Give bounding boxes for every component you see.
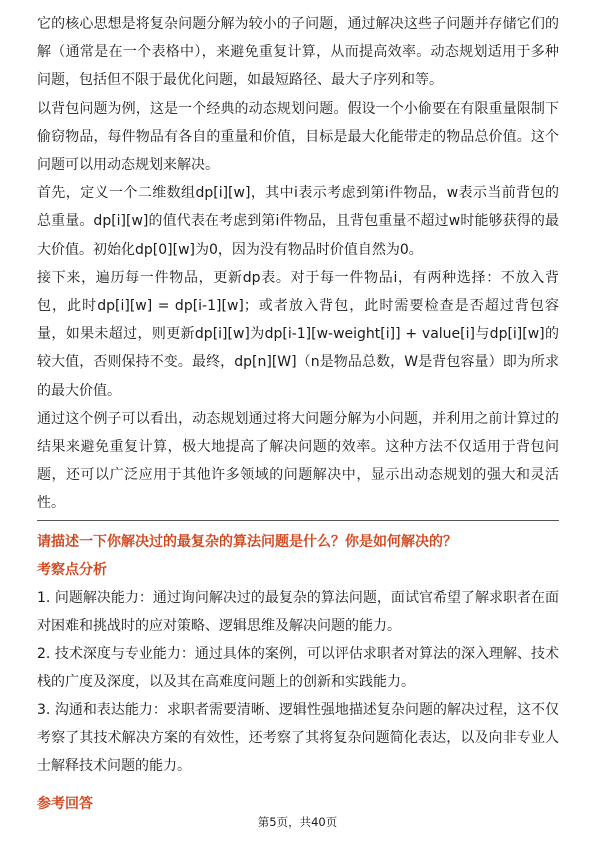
paragraph-dp-core-idea: 它的核心思想是将复杂问题分解为较小的子问题，通过解决这些子问题并存储它们的解（通常是在一个表格中），来避免重复计算，从而提高效率。动态规划适用于多种问题，包括但不限于最优化问题，如最短路径、最大子序列和等。 <box>37 16 559 89</box>
question-title: 请描述一下你解决过的最复杂的算法问题是什么？你是如何解决的？ <box>37 534 457 550</box>
paragraph-dp-definition: 首先，定义一个二维数组dp[i][w]，其中i表示考虑到第i件物品，w表示当前背包的总重量。dp[i][w]的值代表在考虑到第i件物品，且背包重量不超过w时能够获得的最大价值。初始化dp[0][w]为0，因为没有物品时价值自然为0。 <box>37 185 559 258</box>
paragraph-dp-conclusion: 通过这个例子可以看出，动态规划通过将大问题分解为小问题，并利用之前计算过的结果来避免重复计算，极大地提高了解决问题的效率。这种方法不仅适用于背包问题，还可以广泛应用于其他许多领域的问题解决中，显示出动态规划的强大和灵活性。 <box>37 410 559 512</box>
answer-heading: 参考回答 <box>37 796 93 812</box>
paragraph-knapsack-intro: 以背包问题为例，这是一个经典的动态规划问题。假设一个小偷要在有限重量限制下偷窃物品，每件物品有各自的重量和价值，目标是最大化能带走的物品总价值。这个问题可以用动态规划来解决。 <box>37 100 559 174</box>
page-number: 第5页，共40页 <box>257 815 338 829</box>
analysis-item-technical-depth: 2. 技术深度与专业能力：通过具体的案例，可以评估求职者对算法的深入理解、技术栈的广度及深度，以及其在高难度问题上的创新和实践能力。 <box>37 646 559 690</box>
analysis-heading: 考察点分析 <box>37 562 107 578</box>
analysis-item-communication: 3. 沟通和表达能力：求职者需要清晰、逻辑性强地描述复杂问题的解决过程，这不仅考察了其技术解决方案的有效性，还考察了其将复杂问题简化表达，以及向非专业人士解释技术问题的能力。 <box>37 702 559 774</box>
document-body <box>37 10 559 518</box>
paragraph-dp-transition: 接下来，遍历每一件物品，更新dp表。对于每一件物品i，有两种选择：不放入背包，此时dp[i][w] = dp[i-1][w]；或者放入背包，此时需要检查是否超过背包容量，如果未超过，则更新dp[i][w]为dp[i-1][w-weight[i]] + value[i]与dp[i][w]的较大值，否则保持不变。最终，dp[n][W]（n是物品总数，W是背包容量）即为所求的最大价值。 <box>37 269 559 399</box>
question-section <box>37 528 559 780</box>
analysis-item-problem-solving: 1. 问题解决能力：通过询问解决过的最复杂的算法问题，面试官希望了解求职者在面对困难和挑战时的应对策略、逻辑思维及解决问题的能力。 <box>37 590 559 634</box>
section-divider <box>37 520 559 521</box>
